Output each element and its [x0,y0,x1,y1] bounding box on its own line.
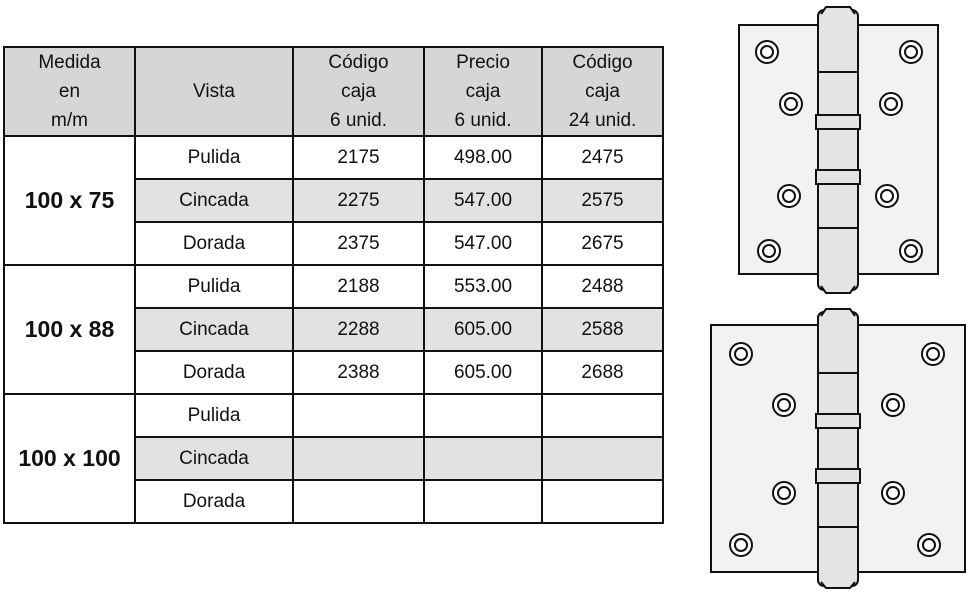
screw-hole-inner [905,245,917,257]
vista-cell: Dorada [135,222,293,265]
header-line: Medida [38,52,101,73]
size-cell: 100 x 100 [4,394,135,523]
screw-hole-inner [923,539,935,551]
screw-hole-inner [763,245,775,257]
header-line: 6 unid. [454,110,512,131]
hinge-illustration-large [711,309,965,588]
header-line: caja [465,81,501,102]
codigo6-cell: 2188 [293,265,424,308]
header-line: en [58,81,81,102]
codigo24-cell: 2575 [542,179,663,222]
header-line: m/m [51,110,88,131]
header-line: Vista [193,81,235,102]
screw-hole-inner [881,190,893,202]
size-cell: 100 x 75 [4,136,135,265]
screw-hole-inner [887,487,899,499]
precio6-cell: 553.00 [424,265,542,308]
knuckle-band [816,115,860,129]
precio6-cell: 605.00 [424,351,542,394]
screw-hole-inner [778,399,790,411]
header-line: 6 unid. [329,110,388,131]
header-line: Código [328,52,389,73]
vista-cell: Cincada [135,179,293,222]
screw-hole-inner [887,399,899,411]
codigo24-cell: 2688 [542,351,663,394]
precio6-cell: 547.00 [424,222,542,265]
screw-hole-inner [927,348,939,360]
codigo24-cell: 2475 [542,136,663,179]
codigo24-cell: 2588 [542,308,663,351]
hinge-knuckle [818,10,858,290]
screw-hole-inner [783,190,795,202]
screw-hole-inner [905,46,917,58]
hinge-pin-top [821,7,855,14]
vista-cell: Dorada [135,351,293,394]
hinge-pin-top [821,309,855,316]
knuckle-band [816,170,860,184]
screw-hole-inner [778,487,790,499]
screw-hole-inner [735,348,747,360]
vista-cell: Cincada [135,308,293,351]
vista-cell: Pulida [135,136,293,179]
codigo24-cell: 2488 [542,265,663,308]
vista-cell: Pulida [135,265,293,308]
header-line: Precio [456,52,510,73]
codigo6-cell: 2388 [293,351,424,394]
hinge-knuckle [818,312,858,586]
screw-hole-inner [885,98,897,110]
knuckle-band [816,414,860,428]
precio6-cell: 605.00 [424,308,542,351]
screw-hole-inner [761,46,773,58]
vista-cell: Dorada [135,480,293,523]
precio6-cell: 498.00 [424,136,542,179]
header-line: caja [341,81,376,102]
size-cell: 100 x 88 [4,265,135,394]
codigo6-cell: 2288 [293,308,424,351]
codigo6-cell: 2375 [293,222,424,265]
hinge-illustration-small [739,7,938,293]
codigo6-cell: 2275 [293,179,424,222]
precio6-cell: 547.00 [424,179,542,222]
codigo24-cell: 2675 [542,222,663,265]
header-line: 24 unid. [568,110,637,131]
codigo6-cell: 2175 [293,136,424,179]
screw-hole-inner [785,98,797,110]
hinge-pin-bottom [821,582,855,588]
screw-hole-inner [735,539,747,551]
hinge-pin-bottom [821,286,855,293]
vista-cell: Cincada [135,437,293,480]
vista-cell: Pulida [135,394,293,437]
knuckle-band [816,469,860,483]
header-line: Código [572,52,633,73]
header-line: caja [585,81,620,102]
